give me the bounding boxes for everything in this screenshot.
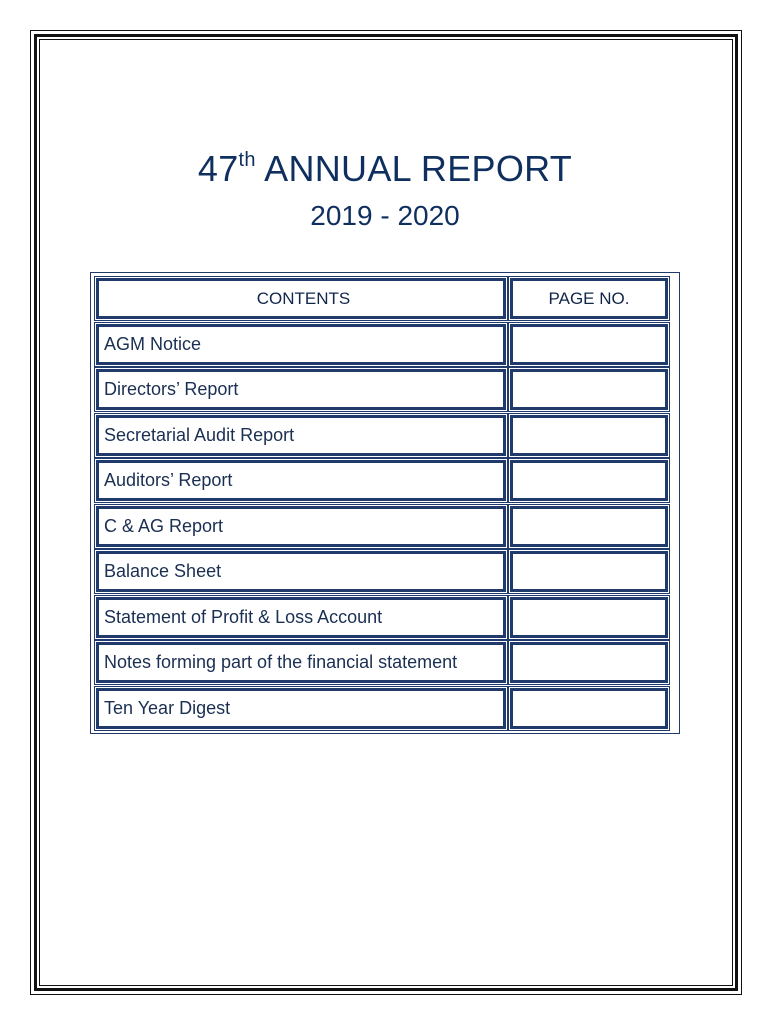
contents-cell: AGM Notice (96, 324, 506, 365)
page-no-cell (510, 460, 668, 501)
table-row (94, 504, 676, 550)
table-row (94, 595, 676, 641)
page-no-cell (510, 369, 668, 410)
table-row (94, 458, 676, 504)
table-header-row (94, 276, 676, 322)
report-title (0, 138, 770, 191)
contents-cell: Auditors’ Report (96, 460, 506, 501)
table-row (94, 686, 676, 732)
page-no-cell (510, 415, 668, 456)
contents-cell: Notes forming part of the financial statement (96, 642, 506, 683)
header-contents: CONTENTS (96, 278, 506, 319)
table-row (94, 640, 676, 686)
page-no-cell (510, 551, 668, 592)
table-row (94, 367, 676, 413)
header-page-no: PAGE NO. (510, 278, 668, 319)
page-no-cell (510, 506, 668, 547)
page-no-cell (510, 597, 668, 638)
contents-cell: Statement of Profit & Loss Account (96, 597, 506, 638)
page-no-cell (510, 642, 668, 683)
page-no-cell (510, 324, 668, 365)
contents-cell: C & AG Report (96, 506, 506, 547)
contents-table (90, 272, 680, 734)
report-years: 2019 - 2020 (310, 200, 460, 231)
table-row (94, 549, 676, 595)
contents-cell: Secretarial Audit Report (96, 415, 506, 456)
report-title-text: ANNUAL REPORT (255, 148, 573, 189)
report-title-number: 47 (197, 148, 239, 189)
report-title-suffix: th (238, 149, 256, 171)
contents-cell: Balance Sheet (96, 551, 506, 592)
table-row (94, 413, 676, 459)
table-row (94, 322, 676, 368)
contents-cell: Ten Year Digest (96, 688, 506, 729)
contents-cell: Directors’ Report (96, 369, 506, 410)
page-no-cell (510, 688, 668, 729)
